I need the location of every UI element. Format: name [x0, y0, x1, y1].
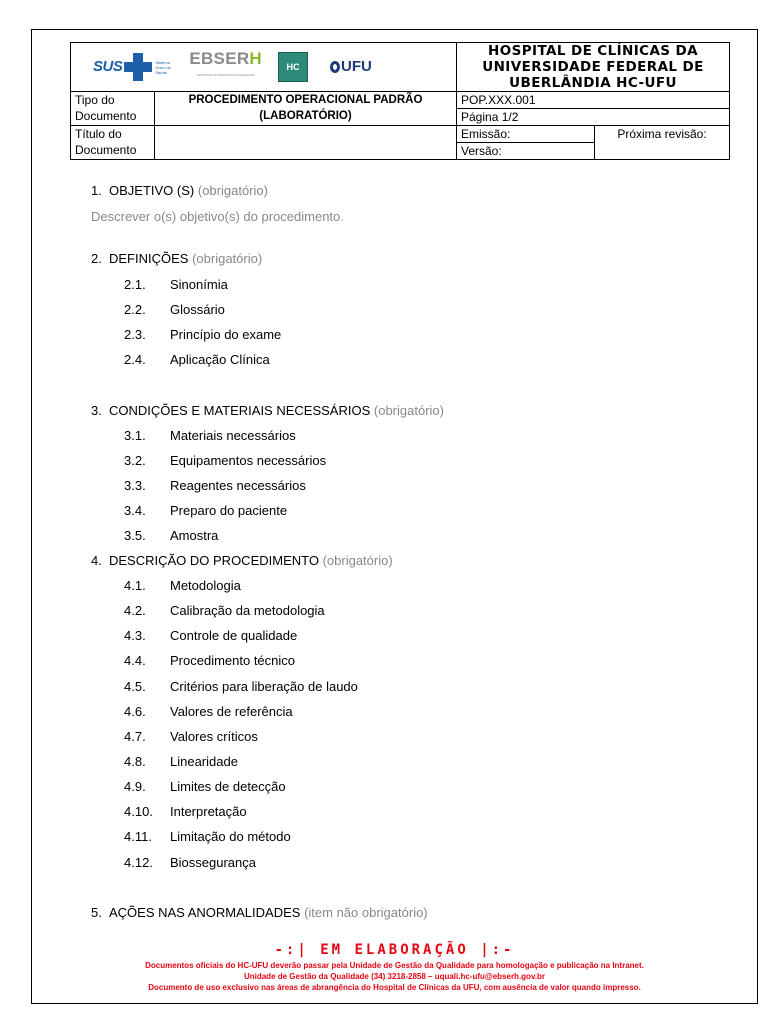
list-item: 4.1. Metodologia — [124, 578, 241, 593]
ufu-logo: UFU — [330, 59, 372, 75]
list-item: 2.1. Sinonímia — [124, 277, 228, 292]
list-item: 4.12. Biossegurança — [124, 855, 256, 870]
footer-line-3: Documento de uso exclusivo nas áreas de abrangência do Hospital de Clínicas da UFU, com ausência de valor quando impresso. — [148, 983, 641, 992]
section-1-description: Descrever o(s) objetivo(s) do procedimento. — [91, 209, 344, 224]
status-banner: -:| EM ELABORAÇÃO |:- — [274, 942, 515, 958]
document-header-table — [70, 42, 730, 160]
doc-type-label: Tipo do Documento — [71, 92, 155, 126]
list-item: 4.9. Limites de detecção — [124, 779, 286, 794]
page-number: Página 1/2 — [457, 109, 730, 126]
list-item: 4.4. Procedimento técnico — [124, 653, 296, 668]
logos-cell — [71, 43, 457, 92]
list-item: 4.2. Calibração da metodologia — [124, 603, 325, 618]
list-item: 4.7. Valores críticos — [124, 729, 258, 744]
ebserh-logo-text: EBSER — [189, 49, 250, 68]
ebserh-logo: EBSERH HOSPITAIS UNIVERSITÁRIOS FEDERAIS — [189, 49, 262, 77]
list-item: 3.4. Preparo do paciente — [124, 503, 288, 518]
list-item: 4.11. Limitação do método — [124, 829, 291, 844]
hc-ufu-logo: HC — [278, 52, 308, 82]
section-1-heading: 1. OBJETIVO (S) (obrigatório) — [91, 183, 268, 198]
doc-code: POP.XXX.001 — [457, 92, 730, 109]
list-item: 3.2. Equipamentos necessários — [124, 453, 327, 468]
footer-line-2: Unidade de Gestão da Qualidade (34) 3218-2858 – uquali.hc-ufu@ebserh.gov.br — [243, 972, 546, 981]
ufu-mark-icon — [330, 61, 340, 73]
footer-line-1: Documentos oficiais do HC-UFU deverão passar pela Unidade de Gestão da Qualidade para homologação e publicação na Intranet. — [145, 961, 644, 970]
list-item: 3.5. Amostra — [124, 528, 219, 543]
proxima-revisao-label: Próxima revisão: — [595, 126, 730, 160]
sus-cross-icon — [124, 53, 152, 81]
list-item: 4.3. Controle de qualidade — [124, 628, 298, 643]
emissao-label: Emissão: — [457, 126, 595, 143]
list-item: 4.5. Critérios para liberação de laudo — [124, 679, 358, 694]
sus-logo: SUS Sistema Único de Saúde — [93, 53, 175, 81]
title-label: Título do Documento — [71, 126, 155, 160]
doc-type-value: PROCEDIMENTO OPERACIONAL PADRÃO (LABORATÓRIO) — [155, 92, 457, 126]
list-item: 4.8. Linearidade — [124, 754, 238, 769]
section-4-heading: 4. DESCRIÇÃO DO PROCEDIMENTO (obrigatório) — [91, 553, 393, 568]
list-item: 4.10. Interpretação — [124, 804, 247, 819]
list-item: 2.3. Princípio do exame — [124, 327, 282, 342]
section-3-heading: 3. CONDIÇÕES E MATERIAIS NECESSÁRIOS (obrigatório) — [91, 403, 444, 418]
list-item: 2.2. Glossário — [124, 302, 225, 317]
title-value — [155, 126, 457, 160]
hospital-name: HOSPITAL DE CLÍNICAS DA UNIVERSIDADE FEDERAL DE UBERLÂNDIA HC-UFU — [457, 43, 730, 92]
section-5-heading: 5. AÇÕES NAS ANORMALIDADES (item não obrigatório) — [91, 905, 428, 920]
list-item: 2.4. Aplicação Clínica — [124, 352, 270, 367]
list-item: 4.6. Valores de referência — [124, 704, 293, 719]
versao-label: Versão: — [457, 143, 595, 160]
section-2-heading: 2. DEFINIÇÕES (obrigatório) — [91, 251, 263, 266]
list-item: 3.1. Materiais necessários — [124, 428, 296, 443]
list-item: 3.3. Reagentes necessários — [124, 478, 306, 493]
